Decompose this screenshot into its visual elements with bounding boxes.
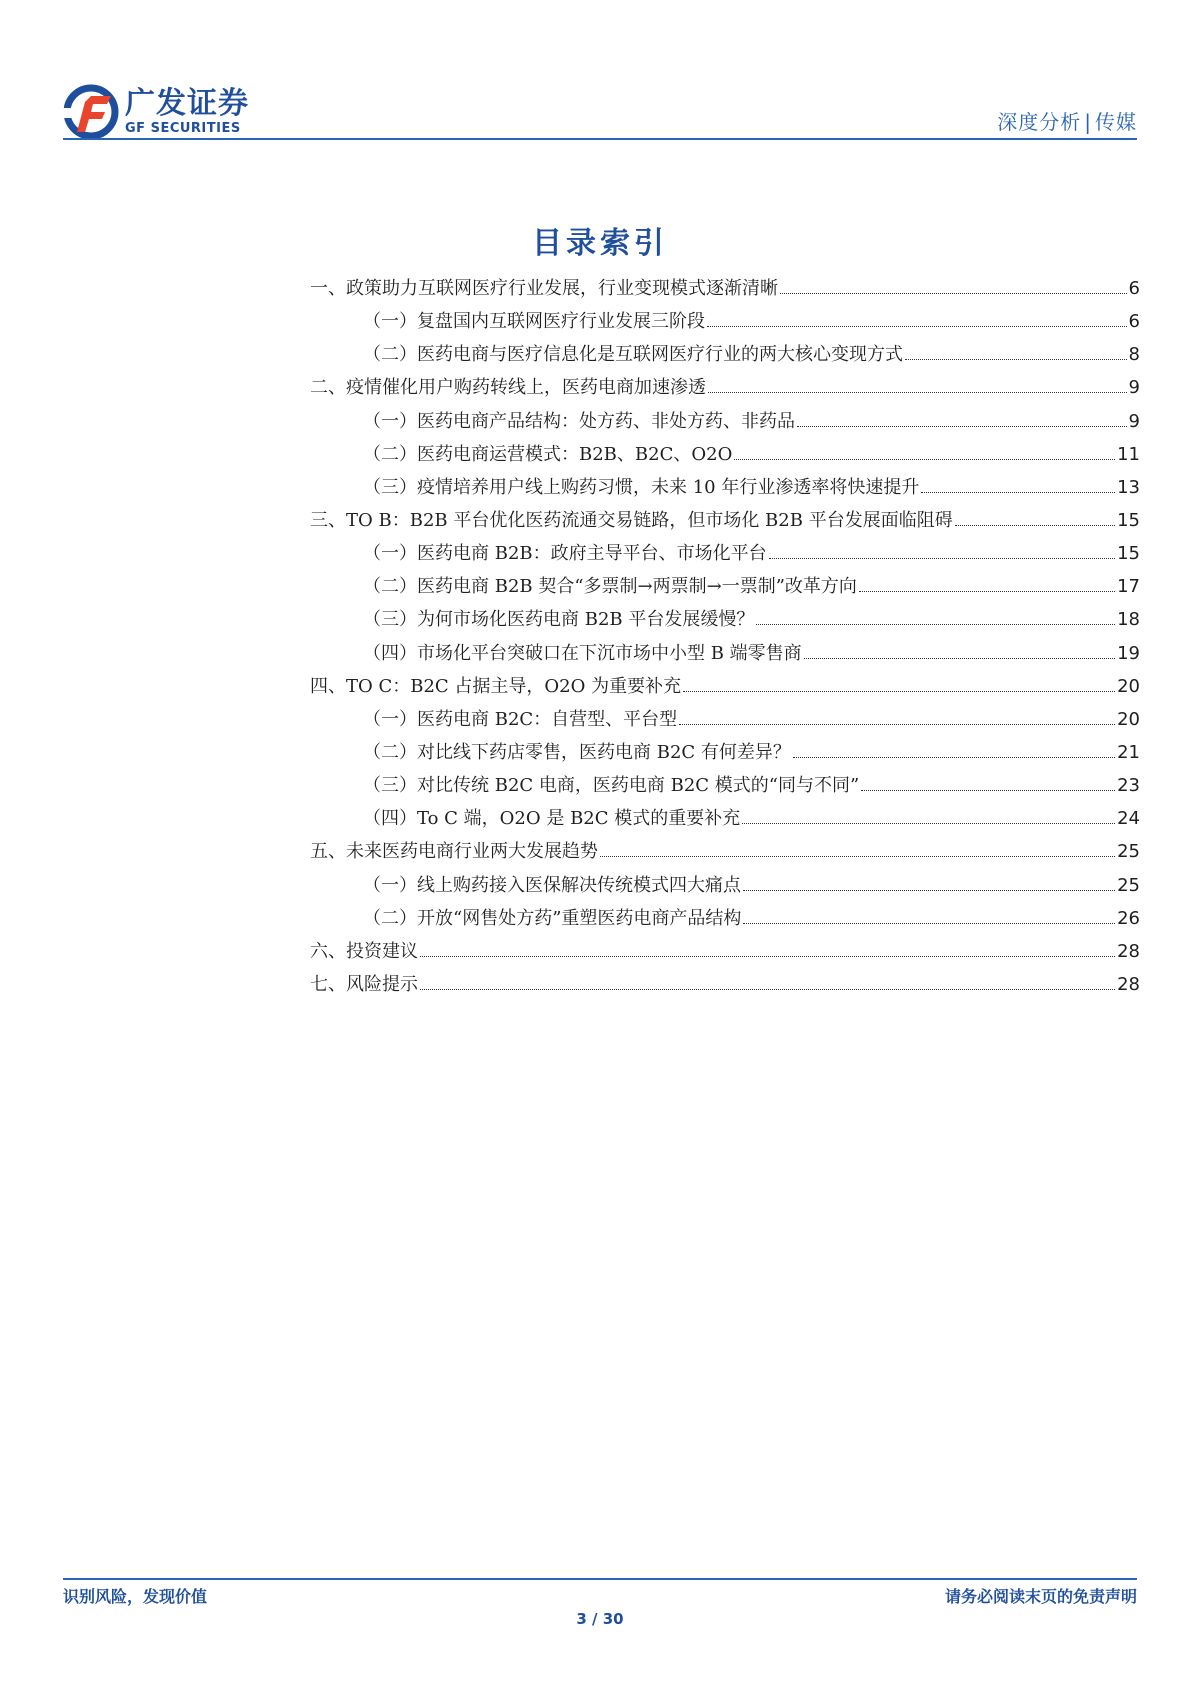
toc-leader-dots [797,426,1127,427]
toc-entry-page: 25 [1117,874,1140,896]
toc-leader-dots [859,591,1115,592]
toc-entry-page: 26 [1117,907,1140,929]
toc-entry[interactable] [310,272,1140,305]
toc-entry[interactable] [310,471,1140,504]
toc-entry-page: 25 [1117,841,1140,863]
header-divider [63,138,1137,140]
toc-leader-dots [600,856,1115,857]
toc-entry-page: 23 [1117,775,1140,797]
toc-leader-dots [683,691,1115,692]
report-sector: 传媒 [1095,110,1137,134]
toc-entry-text: 二、疫情催化用户购药转线上，医药电商加速渗透 [310,377,706,399]
toc-leader-dots [921,492,1115,493]
footer-slogan: 识别风险，发现价值 [63,1587,208,1606]
toc-leader-dots [780,293,1127,294]
toc-entry-page: 19 [1117,642,1140,664]
toc-leader-dots [743,923,1115,924]
category-separator: | [1084,110,1092,134]
toc-entry[interactable] [310,736,1140,769]
toc-leader-dots [679,724,1115,725]
toc-entry-page: 8 [1128,344,1140,366]
toc-entry-page: 13 [1117,476,1140,498]
logo-cn-text: 广发证券 [125,86,249,121]
toc-entry-text: （四）To C 端，O2O 是 B2C 模式的重要补充 [363,808,741,830]
footer-disclaimer: 请务必阅读末页的免责声明 [944,1587,1137,1606]
toc-entry-page: 17 [1117,576,1140,598]
toc-leader-dots [793,757,1115,758]
logo-en-text: GF SECURITIES [125,121,241,136]
toc-entry-text: （四）市场化平台突破口在下沉市场中小型 B 端零售商 [363,642,802,664]
toc-entry-text: （二）开放“网售处方药”重塑医药电商产品结构 [363,907,742,929]
toc-entry-text: （二）医药电商运营模式：B2B、B2C、O2O [363,443,733,465]
toc-entry-text: 六、投资建议 [310,940,418,962]
toc-entry[interactable] [310,902,1140,935]
toc-leader-dots [743,890,1115,891]
toc-leader-dots [756,624,1115,625]
toc-entry[interactable] [310,968,1140,1001]
toc-entry-page: 9 [1128,410,1140,432]
toc-entry[interactable] [310,637,1140,670]
toc-leader-dots [420,989,1115,990]
toc-entry-text: （二）医药电商 B2B 契合“多票制→两票制→一票制”改革方向 [363,576,857,598]
toc-entry-page: 24 [1117,808,1140,830]
toc-leader-dots [861,790,1115,791]
toc-title: 目录索引 [532,226,668,261]
toc-entry-text: （三）疫情培养用户线上购药习惯，未来 10 年行业渗透率将快速提升 [363,476,920,498]
toc-entry[interactable] [310,305,1140,338]
toc-entry-page: 9 [1128,377,1140,399]
gf-logo-icon [63,84,119,140]
page-number: 3 / 30 [576,1610,624,1628]
toc-entry[interactable] [310,570,1140,603]
toc-entry[interactable] [310,438,1140,471]
toc-entry-text: （二）医药电商与医疗信息化是互联网医疗行业的两大核心变现方式 [363,344,903,366]
toc-entry-page: 28 [1117,973,1140,995]
toc-leader-dots [707,326,1127,327]
toc-entry-page: 6 [1128,278,1140,299]
toc-entry-page: 28 [1117,940,1140,962]
toc-entry-page: 18 [1117,609,1140,631]
toc-entry[interactable] [310,405,1140,438]
toc-entry-page: 20 [1117,708,1140,730]
toc-entry-text: （一）医药电商 B2B：政府主导平台、市场化平台 [363,543,767,565]
toc-leader-dots [742,823,1115,824]
toc-entry-text: （一）医药电商 B2C：自营型、平台型 [363,708,678,730]
company-logo [63,84,249,140]
toc-entry[interactable] [310,769,1140,802]
toc-entry[interactable] [310,504,1140,537]
page-header [63,80,1137,146]
toc-entry-text: （二）对比线下药店零售，医药电商 B2C 有何差异？ [363,741,791,763]
toc-entry[interactable] [310,802,1140,835]
toc-entry-page: 20 [1117,675,1140,697]
toc-entry-text: （三）对比传统 B2C 电商，医药电商 B2C 模式的“同与不同” [363,775,860,797]
toc-entry-text: 七、风险提示 [310,973,418,995]
toc-entry-page: 21 [1117,741,1140,763]
report-category [997,106,1137,135]
toc-entry[interactable] [310,869,1140,902]
toc-entry[interactable] [310,935,1140,968]
toc-leader-dots [734,459,1115,460]
toc-entry-text: 一、政策助力互联网医疗行业发展，行业变现模式逐渐清晰 [310,278,778,299]
toc-leader-dots [708,392,1127,393]
toc-leader-dots [804,658,1115,659]
toc-leader-dots [955,525,1115,526]
toc-entry[interactable] [310,338,1140,371]
toc-entry-page: 15 [1117,543,1140,565]
toc-leader-dots [420,956,1115,957]
toc-entry[interactable] [310,835,1140,868]
toc-entry-page: 6 [1128,311,1140,333]
toc-entry[interactable] [310,703,1140,736]
toc-leader-dots [769,558,1115,559]
toc-entry[interactable] [310,603,1140,636]
footer-divider [63,1578,1137,1580]
toc-entry[interactable] [310,670,1140,703]
report-type: 深度分析 [997,110,1082,134]
toc-leader-dots [905,359,1127,360]
toc-entry-text: 四、TO C：B2C 占据主导，O2O 为重要补充 [310,675,682,697]
toc-entry-page: 11 [1117,443,1140,465]
toc-entry[interactable] [310,537,1140,570]
toc-entry-text: （一）复盘国内互联网医疗行业发展三阶段 [363,311,705,333]
toc-entry-page: 15 [1117,509,1140,531]
toc-entry-text: 三、TO B：B2B 平台优化医药流通交易链路，但市场化 B2B 平台发展面临阻碍 [310,509,953,531]
table-of-contents [310,272,1140,1001]
toc-entry-text: 五、未来医药电商行业两大发展趋势 [310,841,598,863]
toc-entry-text: （三）为何市场化医药电商 B2B 平台发展缓慢？ [363,609,755,631]
toc-entry-text: （一）线上购药接入医保解决传统模式四大痛点 [363,874,741,896]
toc-entry-text: （一）医药电商产品结构：处方药、非处方药、非药品 [363,410,795,432]
toc-entry[interactable] [310,371,1140,404]
